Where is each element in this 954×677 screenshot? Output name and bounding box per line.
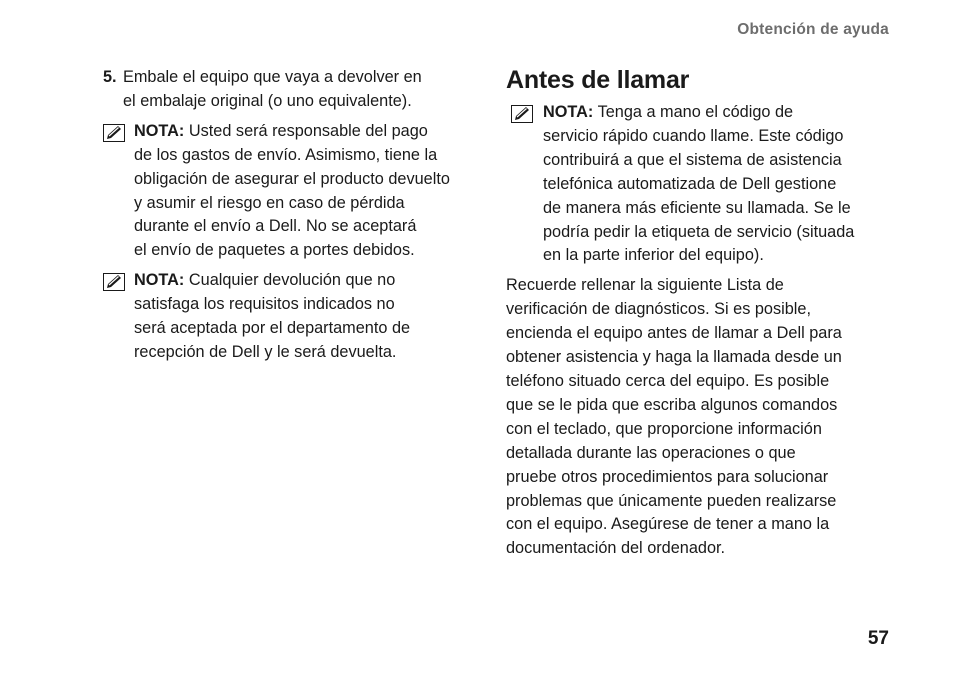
note-returns [103,269,475,365]
paragraph-line: problemas que únicamente pueden realizarse [506,491,837,510]
section-title: Antes de llamar [506,66,690,94]
paragraph-line: Recuerde rellenar la siguiente Lista de [506,276,784,295]
note-line: durante el envío a Dell. No se aceptará [134,217,417,236]
note-line: en la parte inferior del equipo). [543,246,764,265]
note-pencil-icon [103,273,125,291]
paragraph-line: documentación del ordenador. [506,539,726,558]
note-line: telefónica automatizada de Dell gestione [543,174,837,193]
paragraph-line: con el equipo. Asegúrese de tener a mano la [506,515,830,534]
note-line: contribuirá a que el sistema de asistencia [543,150,842,169]
note-text: Cualquier devolución que no [188,271,396,290]
body-paragraph [506,274,891,561]
paragraph-line: encienda el equipo antes de llamar a Dell para [506,324,842,343]
note-first-line [543,101,891,125]
right-column [506,66,891,561]
note-pencil-icon [103,124,125,142]
note-line: de manera más eficiente su llamada. Se le [543,198,851,217]
note-responsibility [103,120,475,263]
note-label: NOTA: [134,271,185,290]
note-line: el envío de paquetes a portes debidos. [134,241,415,260]
note-label: NOTA: [543,103,594,121]
note-first-line [134,120,475,144]
note-line: y asumir el riesgo en caso de pérdida [134,193,405,212]
note-first-line [134,269,475,293]
page-number: 57 [867,628,889,649]
section-header: Obtención de ayuda [737,21,889,38]
step-5 [103,66,475,114]
step-number: 5. [103,68,117,86]
paragraph-line: obtener asistencia y haga la llamada desde un [506,348,842,367]
note-pencil-icon [511,105,533,123]
paragraph-line: teléfono situado cerca del equipo. Es posible [506,371,830,390]
note-line: podría pedir la etiqueta de servicio (situada [543,222,855,241]
note-line: obligación de asegurar el producto devuelto [134,169,450,188]
paragraph-line: pruebe otros procedimientos para solucionar [506,467,829,486]
note-line: será aceptada por el departamento de [134,319,411,338]
note-line: recepción de Dell y le será devuelta. [134,342,397,361]
paragraph-line: que se le pida que escriba algunos comandos [506,395,838,414]
paragraph-line: verificación de diagnósticos. Si es posible, [506,300,811,319]
note-service-code [506,101,891,268]
note-label: NOTA: [134,121,185,140]
note-line: satisfaga los requisitos indicados no [134,295,395,314]
step-line: el embalaje original (o uno equivalente). [123,91,412,110]
left-column [103,66,475,365]
note-line: de los gastos de envío. Asimismo, tiene la [134,145,438,164]
paragraph-line: detallada durante las operaciones o que [506,443,796,462]
paragraph-line: con el teclado, que proporcione información [506,419,822,438]
note-line: servicio rápido cuando llame. Este código [543,126,844,145]
note-text: Tenga a mano el código de [597,103,794,121]
step-line: Embale el equipo que vaya a devolver en [123,68,422,86]
note-text: Usted será responsable del pago [188,121,428,140]
